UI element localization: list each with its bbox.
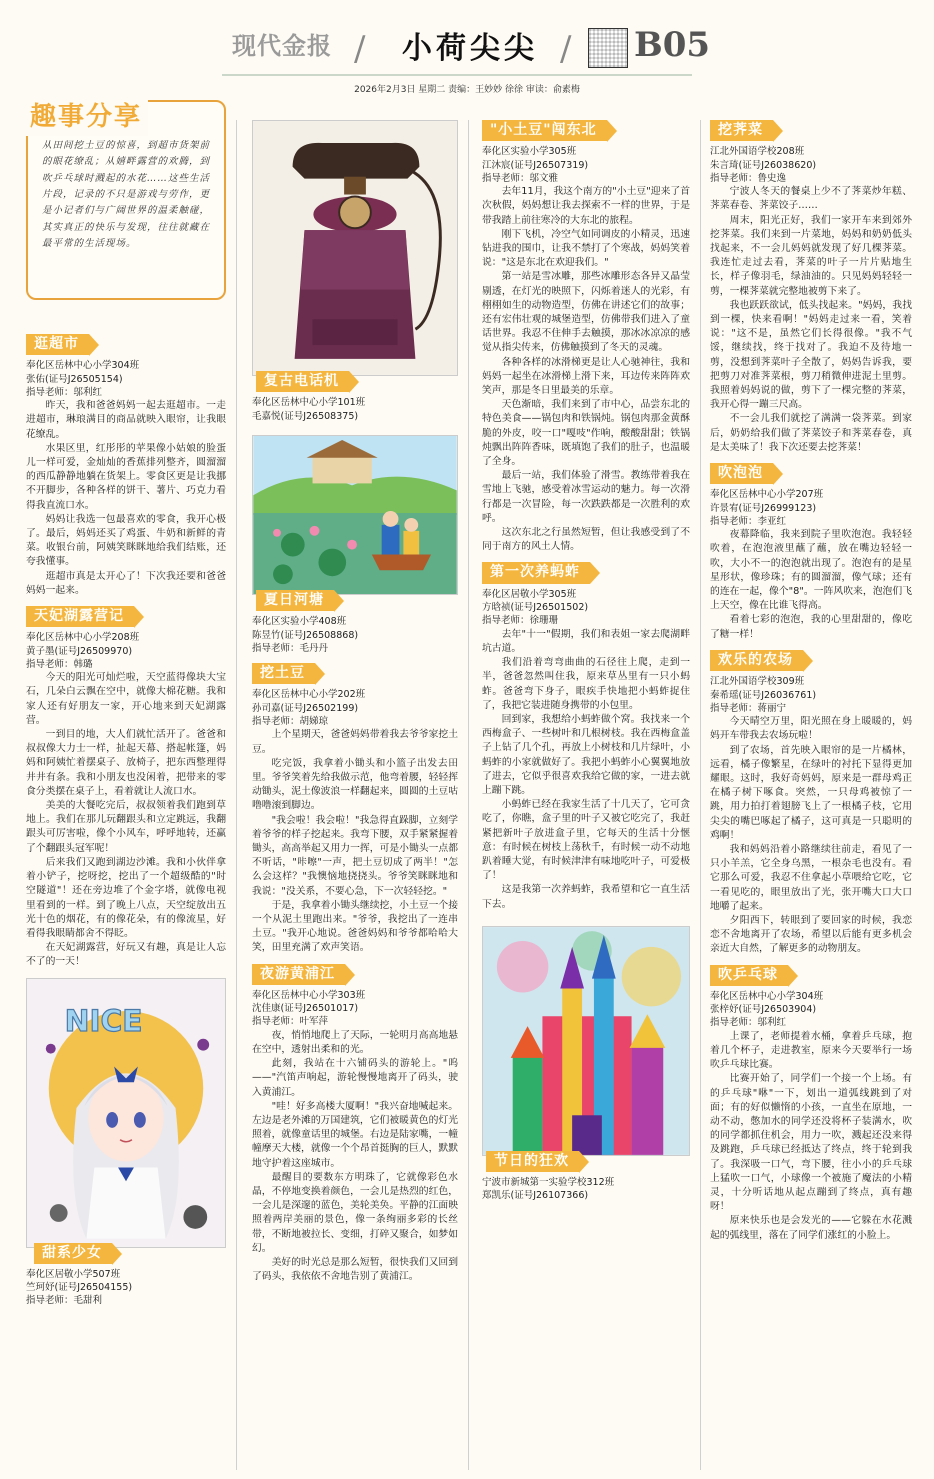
- paragraph: 后来我们又跑到湖边沙滩。我和小伙伴拿着小铲子，挖呀挖，挖出了一个超级酷的"时空隧道"！还在旁边堆了个金字塔，就像电视里看到的一样。到了晚上八点，天空绽放出五光十色的烟花，有的像花朵，有的像流星，好看得我眼睛都舍不得眨。: [26, 856, 226, 939]
- artwork-school: 宁波市新城第一实验学校312班: [482, 1177, 615, 1189]
- drawing-sweet-girl: [26, 978, 226, 1248]
- article-student: 江沐宸(证号J26507319): [482, 159, 589, 171]
- column-divider: [700, 120, 701, 1470]
- paragraph: 第一站是雪冰雕，那些冰雕形态各异又晶莹剔透，在灯光的映照下，闪烁着迷人的光彩，有栩栩如生的动物造型，仿佛在讲述它们的故事；还有宏伟壮观的城堡造型，仿佛带我们进入了童话世界。我忍不住伸手去触摸，那冰冰凉凉的感觉从指尖传来，仿佛触摸到了冬天的灵魂。: [482, 271, 690, 354]
- paragraph: 水果区里，红彤彤的苹果像小姑娘的脸蛋儿一样可爱，金灿灿的香蕉排列整齐，圆溜溜的西瓜静静地躺在货架上。零食区更是让我挪不开脚步，各种各样的饼干、薯片、巧克力看得我直流口水。: [26, 442, 226, 511]
- telephone-illustration: [253, 121, 457, 375]
- paragraph: 到了农场，首先映入眼帘的是一片橘林，远看，橘子像繁星，在绿叶的衬托下显得更加耀眼。这时，我好奇妈妈，原来是一群母鸡正在橘子树下啄食。突然，一只母鸡被惊了一跳，用力拍打着翅膀飞上了一根橘子枝，它用尖尖的嘴巴啄起了橘子，这可真是一只聪明的鸡啊！: [710, 744, 912, 841]
- paragraph: 这次东北之行虽然短暂，但让我感受到了不同于南方的风土人情。: [482, 527, 690, 553]
- newspaper-name: 现代金报: [232, 32, 332, 60]
- paragraph: 小蚂蚱已经在我家生活了十几天了，它可贪吃了，你瞧，盒子里的叶子又被它吃完了，我赶紧把新叶子放进盒子里，它每天的生活十分惬意：有时候在树枝上荡秋千，有时候一动不动地趴着睡大觉，有时候津津有味地吃叶子，可爱极了！: [482, 799, 690, 882]
- article-teacher: 指导老师：邬利红: [710, 1017, 787, 1029]
- artwork-student: 郑凯乐(证号J26107366): [482, 1190, 589, 1202]
- paragraph: 我和妈妈沿着小路继续往前走，看见了一只小羊羔，它全身乌黑，一根杂毛也没有。看它那么可爱，我忍不住拿起小草喂给它吃，它一看见吃的，眼里放出了光，张开嘴大口大口地嚼了起来。: [710, 843, 912, 912]
- article: [26, 326, 226, 598]
- paragraph: 回到家，我想给小蚂蚱做个窝。我找来一个西梅盒子、一些树叶和几根树枝。我在西梅盒盖子上钻了几个孔，再放上小树枝和几片绿叶，小蚂蚱的小家就做好了。我把小蚂蚱小心翼翼地放了进去，它似乎很喜欢我给它做的家，一进去就上蹦下跳。: [482, 713, 690, 796]
- pond-illustration: [253, 436, 457, 594]
- paragraph: 于是，我拿着小锄头继续挖，小土豆一个接一个从泥土里跑出来。"爷爷，我挖出了一连串土豆。"我开心地说。爸爸妈妈和爷爷都哈哈大笑，田里充满了欢声笑语。: [252, 899, 458, 954]
- article-school: 奉化区岳林中心小学304班: [710, 990, 824, 1002]
- artwork-teacher: 指导老师：毛甜利: [26, 1295, 103, 1307]
- article-title: 夜游黄浦江: [252, 964, 345, 985]
- column-divider: [236, 120, 237, 1470]
- qr-code-icon[interactable]: [588, 28, 628, 68]
- paragraph: 一到目的地，大人们就忙活开了。爸爸和叔叔像大力士一样，扯起天幕、搭起帐篷，妈妈和阿姨忙着摆桌子、放椅子，把东西整理得井井有条。我和小朋友也没闲着，把带来的零食分类摆在桌子上，看着就让人流口水。: [26, 729, 226, 797]
- article-school: 奉化区岳林中心小学208班: [26, 632, 140, 644]
- drawing-festival-carnival: [482, 926, 690, 1156]
- paragraph: 昨天，我和爸爸妈妈一起去逛超市。一走进超市，琳琅满目的商品就映入眼帘，让我眼花缭乱。: [26, 400, 226, 440]
- section-title: 小荷尖尖: [402, 31, 538, 66]
- paragraph: 吃完饭，我拿着小锄头和小篮子出发去田里。爷爷笑着先给我做示范，他弯着腰，轻轻挥动锄头，泥土像波浪一样翻起来，圆圆的土豆咕噜噜滚到脚边。: [252, 757, 458, 812]
- article-school: 江北外国语学校309班: [710, 676, 805, 688]
- article-teacher: 指导老师：叶军萍: [252, 1016, 329, 1028]
- article-student: 张佑(证号J26505154): [26, 373, 123, 385]
- column-1: [26, 100, 226, 1472]
- paragraph: 比赛开始了，同学们一个接一个上场。有的乒乓球"咻"一下，划出一道弧线跳到了对面；有的好似懒惰的小孩，一直坐在原地，一动不动，憋加水的同学还没将杯子装满水，吹的同学都抓住机会，用力一吹，溅起还没来得及跳跑，乒乓球已经抵达了终点，终于轮到我了。我深吸一口气，弯下腰，往小小的乒乓球上猛吹一口气，小球像一个被施了魔法的小精灵，十分听话地从起点蹦到了终点，真有趣呀！: [710, 1073, 912, 1213]
- drawing-summer-pond: [252, 435, 458, 595]
- paragraph: 去年"十一"假期，我们和表姐一家去爬湖畔坑古道。: [482, 628, 690, 654]
- paragraph: 夜幕降临，我来到院子里吹泡泡。我轻轻吹着，在泡泡液里蘸了蘸，放在嘴边轻轻一吹，大小不一的泡泡就出现了。泡泡有的是星星形状，像珍珠；有的圆溜溜，像气球；还有的连在一起，像个"8"。一阵风吹来，泡泡们飞上天空，像在比谁飞得高。: [710, 529, 912, 612]
- column-4: [710, 100, 912, 1472]
- article: [482, 112, 690, 554]
- paragraph: "哇！好多高楼大厦啊！"我兴奋地喊起来。左边是老外滩的万国建筑，它们被暖黄色的灯光照着，就像童话里的城堡。右边是陆家嘴，一幢幢摩天大楼，就像一个个昂首挺胸的巨人，默默地守护着这座城市。: [252, 1100, 458, 1169]
- girl-illustration: [27, 979, 225, 1247]
- artwork-school: 奉化区实验小学408班: [252, 616, 347, 628]
- artwork-student: 陈昱竹(证号J26508868): [252, 629, 359, 641]
- column-3: [482, 100, 690, 1472]
- paragraph: 我们沿着弯弯曲曲的石径往上爬，走到一半，爸爸忽然叫住我，原来草丛里有一只小蚂蚱。爸爸弯下身子，眼疾手快地把小蚂蚱捉住了，我把它装进随身携带的小包里。: [482, 657, 690, 711]
- paragraph: 上个星期天，爸爸妈妈带着我去爷爷家挖土豆。: [252, 729, 458, 755]
- paragraph: 原来快乐也是会发光的——它躲在水花溅起的弧线里，落在了同学们涨红的小脸上。: [710, 1215, 912, 1241]
- paragraph: 天色渐暗，我们来到了市中心，品尝东北的特色美食——锅包肉和铁锅炖。锅包肉那金黄酥脆的外皮，咬一口"嘎吱"作响，酸酸甜甜；铁锅炖飘出阵阵香味，既填饱了我们的肚子，也温暖了全身。: [482, 399, 690, 468]
- intro-heading: 趣事分享: [26, 100, 148, 136]
- paragraph: 逛超市真是太开心了！下次我还要和爸爸妈妈一起来。: [26, 570, 226, 596]
- dateline: 2026年2月3日 星期二 责编：王妙妙 徐徐 审读：俞素梅: [354, 85, 580, 95]
- paragraph: 去年11月，我这个南方的"小土豆"迎来了首次秋假，妈妈想让我去探索不一样的世界，于是带我踏上前往寒冷的大东北的旅程。: [482, 186, 690, 226]
- paragraph: 今天晴空万里，阳光照在身上暖暖的，妈妈开车带我去农场玩啦！: [710, 716, 912, 742]
- paragraph: 这是我第一次养蚂蚱，我希望和它一直生活下去。: [482, 884, 690, 910]
- article-title: 欢乐的农场: [710, 650, 803, 671]
- column-2: [252, 100, 458, 1472]
- article-title: 吹泡泡: [710, 463, 773, 484]
- artwork-school: 奉化区岳林中心小学101班: [252, 397, 366, 409]
- paragraph: 今天的阳光可灿烂啦，天空蓝得像块大宝石，几朵白云飘在空中，就像大棉花糖。我和家人还有好朋友一家，开心地来到天妃湖露营。: [26, 672, 226, 726]
- article-school: 奉化区岳林中心小学304班: [26, 360, 140, 372]
- article: [710, 112, 912, 455]
- artwork-student: 竺珂妤(证号J26504155): [26, 1282, 133, 1294]
- article-student: 黄子墨(证号J26509970): [26, 645, 133, 657]
- article-teacher: 指导老师：蒋丽宁: [710, 702, 787, 714]
- article-title: 逛超市: [26, 334, 89, 355]
- article-student: 沈佳康(证号J26501017): [252, 1003, 359, 1015]
- paragraph: "我会啦！我会啦！"我急得直跺脚，立刻学着爷爷的样子挖起来。我弯下腰，双手紧紧握着锄头，高高举起又用力一挥，可是小锄头一点都不听话，"咔嚓"一声，把土豆切成了两半！"怎么会这样？"我懊恼地挠挠头。爷爷笑眯眯地和我说："没关系，不要心急，下一次轻轻挖。": [252, 814, 458, 897]
- castle-illustration: [483, 927, 689, 1155]
- article-teacher: 指导老师：徐珊珊: [482, 615, 559, 627]
- svg-text:NICE: NICE: [64, 1003, 143, 1039]
- paragraph: 在天妃湖露营，好玩又有趣，真是让人忘不了的一天！: [26, 942, 226, 968]
- article-title: 挖荠菜: [710, 120, 773, 141]
- article-school: 奉化区岳林中心小学207班: [710, 489, 824, 501]
- paragraph: 最醒目的要数东方明珠了，它就像彩色水晶，不停地变换着颜色，一会儿是热烈的红色，一会儿是深邃的蓝色，美轮美奂。平静的江面映照着两岸美丽的景色，像一条绚丽多彩的长丝带，不断地被拉长、变细，打碎又聚合，如梦如幻。: [252, 1171, 458, 1254]
- article-title: 吹乒乓球: [710, 965, 788, 986]
- paragraph: 不一会儿我们就挖了满满一袋荠菜。到家后，奶奶给我们做了荠菜饺子和荠菜春卷，真是太美味了！我下次还要去挖荠菜！: [710, 413, 912, 453]
- paragraph: 夕阳西下，转眼到了要回家的时候，我恋恋不舍地离开了农场，希望以后能有更多机会亲近大自然，了解更多的动物朋友。: [710, 914, 912, 955]
- article-school: 江北外国语学校208班: [710, 146, 805, 158]
- article-teacher: 指导老师：鲁史逸: [710, 172, 787, 184]
- article: [710, 455, 912, 642]
- article-student: 孙司嘉(证号J26502199): [252, 702, 359, 714]
- paragraph: 刚下飞机，冷空气如同调皮的小精灵，迅速钻进我的围巾，让我不禁打了个寒战，妈妈笑着说："这是东北在欢迎我们。": [482, 228, 690, 269]
- masthead-rule: [222, 74, 692, 76]
- article-student: 朱言琦(证号J26038620): [710, 159, 817, 171]
- article: [710, 642, 912, 957]
- divider-slash: /: [354, 29, 366, 69]
- drawing-retro-telephone: [252, 120, 458, 376]
- paragraph: 宁波人冬天的餐桌上少不了荠菜炒年糕、荠菜春卷、荠菜饺子……: [710, 186, 912, 212]
- artwork-title: 夏日河塘: [256, 590, 334, 611]
- intro-box: [26, 100, 226, 300]
- article-teacher: 指导老师：李亚红: [710, 515, 787, 527]
- artwork-teacher: 指导老师：毛丹丹: [252, 642, 329, 654]
- article-title: 挖土豆: [252, 663, 315, 684]
- paragraph: 周末，阳光正好，我们一家开车来到郊外挖荠菜。我们来到一片菜地，妈妈和奶奶低头找起来，不一会儿妈妈就发现了好几棵荠菜。我连忙走过去看，荠菜的叶子一片片贴地生长，样子像羽毛，绿油油的。只见妈妈轻轻一剪，一棵荠菜就完整地被剪下来了。: [710, 214, 912, 297]
- paragraph: 上课了，老师提着水桶，拿着乒乓球，抱着几个杯子，走进教室，原来今天要举行一场吹乒乓球比赛。: [710, 1030, 912, 1071]
- column-divider: [468, 120, 469, 1470]
- paragraph: 美好的时光总是那么短暂，很快我们又回到了码头，我依依不舍地告别了黄浦江。: [252, 1257, 458, 1283]
- article-school: 奉化区居敬小学305班: [482, 588, 577, 600]
- artwork-title: 节日的狂欢: [486, 1151, 579, 1172]
- article-student: 张梓妤(证号J26503904): [710, 1004, 817, 1016]
- paragraph: 此刻，我站在十六铺码头的游轮上。"呜——"汽笛声响起，游轮慢慢地离开了码头，驶入黄浦江。: [252, 1058, 458, 1098]
- paragraph: 夜，悄悄地爬上了天际，一轮明月高高地悬在空中，透射出柔和的光。: [252, 1029, 458, 1055]
- page-number: B05: [634, 25, 711, 65]
- artwork-school: 奉化区居敬小学507班: [26, 1268, 121, 1280]
- paragraph: 最后一站，我们体验了滑雪。教练带着我在雪地上飞驰，感受着冰雪运动的魅力。每一次滑行都是一次冒险，每一次跌跌都是一次胜利的欢呼。: [482, 470, 690, 524]
- article: [252, 655, 458, 955]
- masthead: [0, 0, 934, 80]
- artwork-title: 甜系少女: [34, 1243, 112, 1264]
- artwork-student: 毛嘉悦(证号J26508375): [252, 410, 359, 422]
- article-teacher: 指导老师：邬文雅: [482, 172, 559, 184]
- article-school: 奉化区岳林中心小学202班: [252, 689, 366, 701]
- article: [482, 554, 690, 911]
- article-teacher: 指导老师：胡娣琼: [252, 716, 329, 728]
- article-title: "小土豆"闯东北: [482, 120, 607, 141]
- article-title: 天妃湖露营记: [26, 606, 134, 627]
- artwork-title: 复古电话机: [256, 371, 349, 392]
- article-title: 第一次养蚂蚱: [482, 562, 590, 583]
- article-school: 奉化区岳林中心小学303班: [252, 989, 366, 1001]
- article-student: 方晗祯(证号J26501502): [482, 602, 589, 614]
- paragraph: 美美的大餐吃完后，叔叔领着我们跑到草地上。我们在那儿玩翻跟头和立定跳远，我翻跟头可厉害啦，像个小风车，呼呼地转，还赢了个翻跟头冠军呢！: [26, 800, 226, 854]
- article: [252, 956, 458, 1285]
- paragraph: 妈妈让我选一包最喜欢的零食，我开心极了。最后，妈妈还买了鸡蛋、牛奶和新鲜的青菜。收银台前，阿姨笑眯眯地给我们结账，还夸我懂事。: [26, 513, 226, 568]
- article-student: 秦希瑶(证号J26036761): [710, 689, 817, 701]
- article-school: 奉化区实验小学305班: [482, 146, 577, 158]
- paragraph: 看着七彩的泡泡，我的心里甜甜的，像吃了糖一样！: [710, 614, 912, 640]
- article: [26, 598, 226, 969]
- article: [710, 957, 912, 1243]
- paragraph: 我也跃跃欲试，低头找起来。"妈妈，我找到一棵，快来看啊！"妈妈走过来一看，笑着说："这不是，虽然它们长得很像。"我不气馁，继续找，终于找对了。我迫不及待地一剪，没想到荠菜叶子全散了，妈妈告诉我，要把剪刀对准荠菜根，剪刀稍微伸进泥土里剪。我照着妈妈说的做，剪下了一棵完整的荠菜，我开心得一蹦三尺高。: [710, 299, 912, 411]
- paragraph: 各种各样的冰滑梯更是让人心驰神往，我和妈妈一起坐在冰滑梯上滑下来，耳边传来阵阵欢笑声，那是冬日里最美的乐章。: [482, 356, 690, 397]
- article-teacher: 指导老师：邬利红: [26, 386, 103, 398]
- divider-slash: /: [560, 29, 572, 69]
- intro-text: 从田间挖土豆的惊喜，到超市货架前的眼花缭乱；从嬉畔露营的欢腾，到吹乒乓球时溅起的水花……这些生活片段，记录的不只是游戏与劳作，更是小记者们与广阔世界的温柔触碰，其实真正的快乐与发现，往往就藏在最平常的生活现场。: [42, 140, 211, 249]
- article-teacher: 指导老师：韩璐: [26, 658, 93, 670]
- article-student: 许景宥(证号J26999123): [710, 502, 817, 514]
